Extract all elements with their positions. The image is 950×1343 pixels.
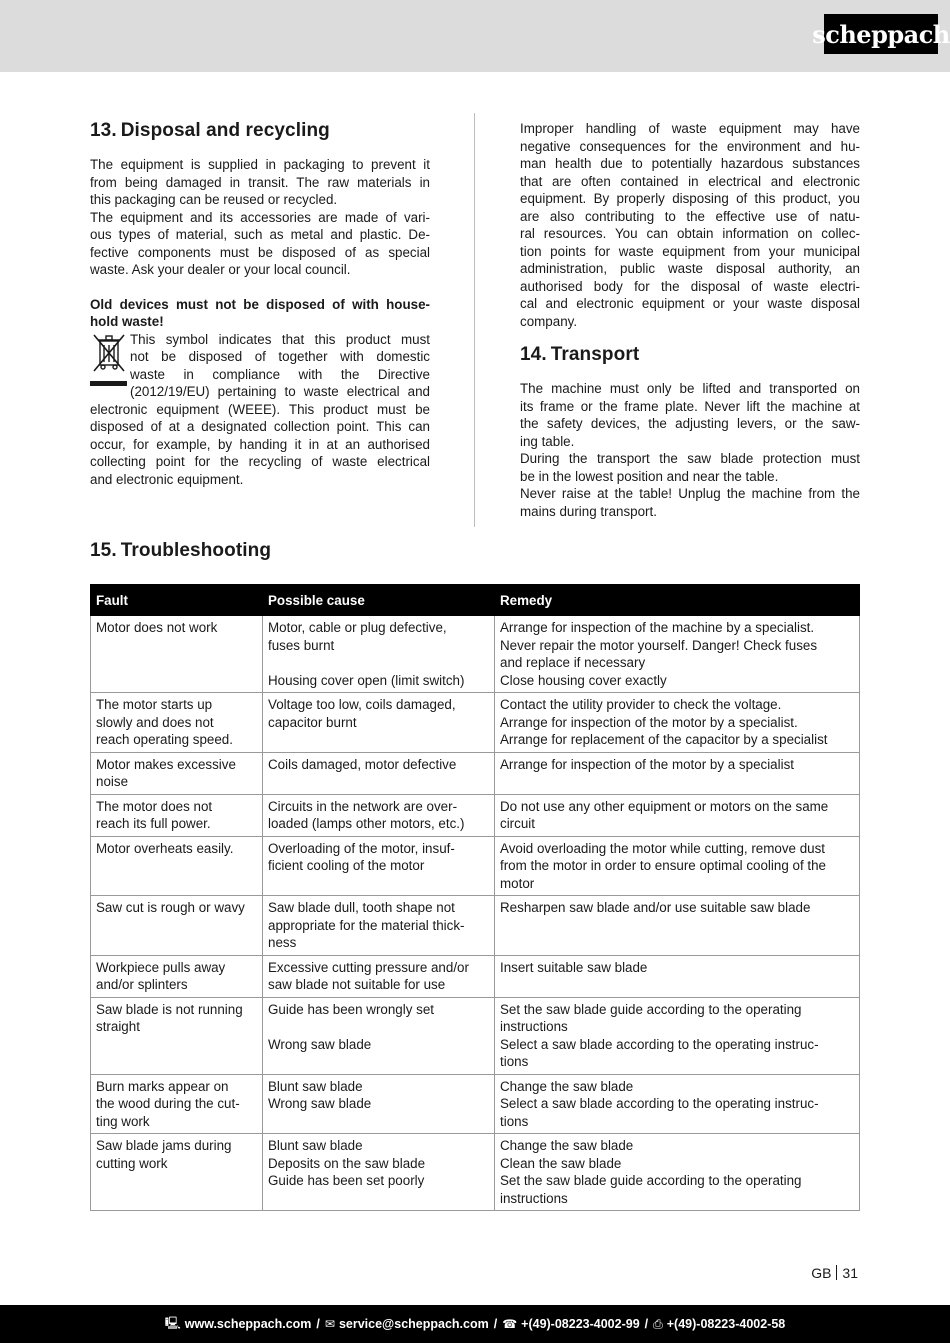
remedy-cell [495,997,860,1074]
cell-line: Coils damaged, motor defective [268,756,457,772]
text-line: waste. Ask your dealer or your local council. [90,262,351,277]
footer-website[interactable]: www.scheppach.com [184,1317,312,1331]
table-row [91,794,860,836]
cell-line: Avoid overloading the motor while cutting, remove dust [500,840,826,856]
cell-line: Arrange for inspection of the motor by a specialist [500,756,794,772]
cell-line: and replace if necessary [500,655,646,670]
cause-cell [263,896,495,956]
cell-line: from the motor in order to ensure optimal cooling of the [500,858,827,873]
section-15-heading [90,540,271,562]
section-13-number: 13. [90,120,117,141]
cell-line: Close housing cover exactly [500,672,667,688]
fault-cell [91,1074,263,1134]
cell-line: the wood during the cut- [96,1096,240,1111]
cell-line: Resharpen saw blade and/or use suitable saw blade [500,900,811,915]
cause-cell [263,616,495,693]
section-13-heading [90,120,430,142]
text-line: This symbol indicates that this product must [130,331,430,347]
text-line: cal and electronic equipment or your waste disposal [520,296,860,311]
fault-cell [91,794,263,836]
mail-icon: ✉ [324,1317,335,1331]
cell-line: Saw cut is rough or wavy [96,900,245,915]
cell-line: Workpiece pulls away [96,959,226,975]
text-line: equipment. By properly disposing of this product, you [520,191,860,206]
cell-line: Saw blade dull, tooth shape not [268,900,455,915]
weee-crossed-bin-icon [90,331,128,389]
cell-line: Motor overheats easily. [96,840,234,856]
column-header-cause: Possible cause [263,585,495,616]
cell-line: Motor does not work [96,620,218,635]
table-row [91,955,860,997]
text-line: authorised body for the disposal of waste electri- [520,278,860,294]
cell-line [268,1018,489,1036]
cause-cell [263,794,495,836]
fault-cell [91,836,263,896]
table-row [91,1134,860,1211]
cell-line: Select a saw blade according to the operating instruc- [500,1036,819,1052]
cell-line: Blunt saw blade [268,1138,363,1153]
text-line: that are often contained in electrical and electronic [520,173,860,189]
cell-line: Set the saw blade guide according to the operating [500,1173,802,1188]
header-band [0,0,950,72]
disposal-continued-paragraph [520,120,860,330]
text-line: occur, for example, by handing it in at an authorised [90,436,430,452]
text-line: Improper handling of waste equipment may have [520,121,860,136]
fault-cell [91,616,263,693]
cell-line: saw blade not suitable for use [268,977,446,992]
text-line: man health due to potentially hazardous substances [520,156,860,171]
cell-line [268,654,489,672]
text-line: The equipment and its accessories are made of vari- [90,209,430,225]
remedy-cell [495,616,860,693]
cell-line: Saw blade jams during [96,1138,232,1153]
cause-cell [263,693,495,753]
fault-cell [91,752,263,794]
cell-line: and/or splinters [96,977,188,992]
cell-line: Wrong saw blade [268,1036,372,1052]
cell-line: tions [500,1113,529,1129]
text-line: the safety devices, the adjusting levers, or the saw- [520,416,860,431]
cell-line: straight [96,1019,140,1034]
cause-cell [263,836,495,896]
text-line: its frame or the frame plate. Never lift the machine at [520,398,860,414]
section-14-heading [520,344,860,366]
text-line: are also contributing to the effective use of natu- [520,208,860,224]
scheppach-logo: scheppach [824,14,938,54]
text-line: The equipment is supplied in packaging to prevent it [90,157,430,172]
text-line: fective components must be disposed of as special [90,244,430,260]
cell-line: The motor starts up [96,697,213,712]
remedy-cell [495,752,860,794]
cell-line: Arrange for inspection of the motor by a specialist. [500,714,798,730]
cell-line: tions [500,1054,529,1069]
text-line: (2012/19/EU) pertaining to waste electrical and [130,384,430,399]
cell-line: Wrong saw blade [268,1096,372,1111]
weee-text [90,331,430,489]
cause-cell [263,1074,495,1134]
remedy-cell [495,1134,860,1211]
cell-line: Arrange for inspection of the machine by a specialist. [500,620,815,635]
remedy-cell [495,836,860,896]
cause-cell [263,752,495,794]
text-line: mains during transport. [520,503,657,519]
cell-line: Set the saw blade guide according to the operating [500,1001,802,1017]
remedy-cell [495,1074,860,1134]
text-line: waste in compliance with the Directive [130,366,430,382]
cell-line: noise [96,774,129,789]
page-number [811,1265,858,1281]
weee-warning [90,296,430,331]
cell-line: ness [268,935,297,950]
text-line: not be disposed of together with domestic [130,349,430,364]
cell-line: Blunt saw blade [268,1078,363,1094]
text-line: During the transport the saw blade protection must [520,451,860,466]
section-15-title: Troubleshooting [120,540,272,561]
column-header-fault: Fault [91,585,263,616]
fault-cell [91,997,263,1074]
cause-cell [263,997,495,1074]
text-line: ing table. [520,433,575,449]
section-14-title: Transport [550,344,640,365]
cause-cell [263,1134,495,1211]
page-language: GB [811,1265,832,1281]
cell-line: Contact the utility provider to check the voltage. [500,697,782,712]
text-line: The machine must only be lifted and transported on [520,381,860,396]
cell-line: Clean the saw blade [500,1155,622,1171]
footer-fax: +(49)-08223-4002-58 [666,1317,786,1331]
cell-line: Guide has been wrongly set [268,1001,434,1017]
cell-line: ficient cooling of the motor [268,858,425,873]
cell-line: Motor makes excessive [96,756,236,772]
section-15-number: 15. [90,540,117,561]
text-line: and electronic equipment. [90,471,244,487]
text-line: administration, public waste disposal authority, an [520,261,860,276]
weee-notice [90,331,430,489]
text-line: company. [520,313,578,329]
cell-line: Change the saw blade [500,1078,634,1094]
text-line: disposed of at a designated collection point. This can [90,419,430,434]
cell-line: reach operating speed. [96,732,233,747]
text-line: negative consequences for the environment and hu- [520,138,860,154]
cell-line: Burn marks appear on [96,1078,229,1094]
text-line: Old devices must not be disposed of with house- [90,296,430,312]
text-line: electronic equipment (WEEE). This product must be [90,401,430,417]
cause-cell [263,955,495,997]
table-row [91,896,860,956]
footer-email[interactable]: service@scheppach.com [338,1317,489,1331]
remedy-cell [495,794,860,836]
cell-line: Housing cover open (limit switch) [268,672,465,688]
cell-line: Excessive cutting pressure and/or [268,959,469,975]
section-13-paragraph [90,156,430,279]
cell-line: loaded (lamps other motors, etc.) [268,816,465,831]
page-number-value: 31 [842,1265,858,1281]
table-row [91,997,860,1074]
section-14-number: 14. [520,344,547,365]
text-line: Never raise at the table! Unplug the machine from the [520,486,860,501]
left-column [90,120,430,488]
fault-cell [91,896,263,956]
cell-line: instructions [500,1019,568,1034]
text-line: ous types of material, such as metal and plastic. De- [90,227,430,242]
cell-line: Circuits in the network are over- [268,798,458,814]
section-13-title: Disposal and recycling [120,120,330,141]
cell-line: Overloading of the motor, insuf- [268,840,455,856]
cell-line: slowly and does not [96,714,214,730]
cell-line: cutting work [96,1155,168,1171]
cell-line: Change the saw blade [500,1138,634,1153]
fault-cell [91,955,263,997]
table-row [91,693,860,753]
cell-line: Motor, cable or plug defective, [268,620,447,635]
footer-phone: +(49)-08223-4002-99 [521,1317,640,1331]
text-line: this packaging can be reused or recycled. [90,192,338,207]
cell-line: The motor does not [96,798,213,814]
table-row [91,1074,860,1134]
remedy-cell [495,896,860,956]
cell-line: Never repair the motor yourself. Danger! Check fuses [500,637,818,653]
cell-line: Deposits on the saw blade [268,1155,426,1171]
text-line: ral resources. You can obtain information on collec- [520,226,860,241]
footer-bar: 🖳 www.scheppach.com / ✉ service@scheppach.com / ☎ +(49)-08223-4002-99 / ⎙ +(49)-08223-4002-58 [0,1305,950,1343]
remedy-cell [495,955,860,997]
cell-line: ting work [96,1113,150,1129]
cell-line: reach its full power. [96,816,211,831]
cell-line: Do not use any other equipment or motors on the same [500,798,829,814]
cell-line: Insert suitable saw blade [500,959,648,975]
text-line: tion points for waste equipment from your municipal [520,243,860,259]
transport-paragraph [520,380,860,520]
cell-line: fuses burnt [268,637,335,653]
cell-line: Arrange for replacement of the capacitor by a specialist [500,732,828,747]
table-body [91,616,860,1211]
table-row [91,616,860,693]
column-header-remedy: Remedy [495,585,860,616]
table-row [91,752,860,794]
table-row [91,836,860,896]
fault-cell [91,1134,263,1211]
column-divider [474,113,475,527]
table-header-row [91,585,860,616]
phone-icon: ☎ [502,1317,518,1331]
fax-icon: ⎙ [653,1316,663,1331]
cell-line: Saw blade is not running [96,1001,243,1017]
cell-line: motor [500,875,535,891]
text-line: hold waste! [90,314,164,329]
troubleshooting-table [90,584,860,1211]
cell-line: Voltage too low, coils damaged, [268,697,456,712]
right-column [520,120,860,520]
text-line: collecting point for the recycling of waste electrical [90,454,430,469]
text-line: from being damaged in transit. The raw materials in [90,174,430,190]
remedy-cell [495,693,860,753]
cell-line: instructions [500,1190,568,1206]
cell-line: Guide has been set poorly [268,1173,425,1188]
fault-cell [91,693,263,753]
text-line: be in the lowest position and near the table. [520,468,779,484]
cell-line: capacitor burnt [268,714,357,730]
computer-icon: 🖳 [164,1315,181,1330]
cell-line: appropriate for the material thick- [268,917,465,933]
cell-line: Select a saw blade according to the operating instruc- [500,1096,819,1111]
cell-line: circuit [500,816,535,831]
